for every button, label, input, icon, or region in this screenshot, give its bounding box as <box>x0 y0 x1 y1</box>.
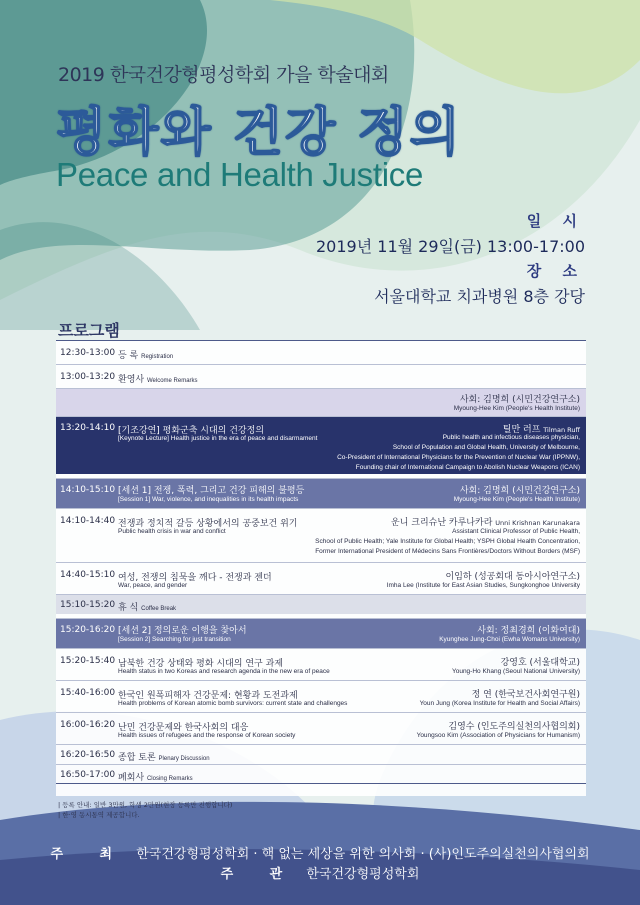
row-title-en: Health status in two Koreas and research agenda in the new era of peace <box>118 668 330 675</box>
speaker-name: 정 연 (한국보건사회연구원) <box>471 690 580 700</box>
talk-row <box>56 648 586 680</box>
schedule-row <box>56 340 586 364</box>
talk-row <box>56 508 586 562</box>
organizer-value: 한국건강형평성학회 <box>306 867 420 882</box>
date-value: 2019년 11월 29일(금) 13:00-17:00 <box>316 237 585 256</box>
moderator-name: 사회: 김명희 (시민건강연구소) <box>459 395 580 405</box>
row-title: 남북한 건강 상태와 평화 시대의 연구 과제 <box>118 659 283 669</box>
row-title: [세션 2] 정의로운 이행을 찾아서 <box>118 626 247 636</box>
talk-row <box>56 680 586 712</box>
speaker-name: 틸만 러프 Tilman Ruff <box>502 425 580 435</box>
row-time: 14:10-15:10 <box>60 485 116 495</box>
keynote-row <box>56 416 586 474</box>
row-title-en: Public health crisis in war and conflict <box>118 528 226 535</box>
row-title: 폐회사 Closing Remarks <box>118 773 193 783</box>
speaker-affiliation: Youn Jung (Korea Institute for Health and Social Affairs) <box>419 700 580 707</box>
row-title: 등 록 Registration <box>118 351 174 361</box>
row-title: [기조강연] 평화군축 시대의 건강정의 <box>118 426 265 436</box>
note-registration: | 등록 안내: 일반 3만원, 학생 2만원(현장 등록만 진행합니다) <box>58 801 233 809</box>
place-label: 장 소 <box>526 262 585 280</box>
schedule-row <box>56 364 586 388</box>
session-row <box>56 618 586 648</box>
organizer-label: 주 관 <box>220 867 299 882</box>
speaker-affiliation: Assistant Clinical Professor of Public Health, School of Public Health; Yale Institute for Global Health; YSPH Global Health Concentration, Former International President of Médecins Sans Frontières/Doctors Without Borders (MSF) <box>315 528 580 555</box>
row-title: 한국인 원폭피해자 건강문제: 현황과 도전과제 <box>118 691 298 701</box>
schedule-row <box>56 764 586 784</box>
speaker-affiliation: Imha Lee (Institute for East Asian Studies, Sungkonghoe University <box>386 582 580 589</box>
program-schedule <box>56 340 586 784</box>
talk-row <box>56 712 586 744</box>
moderator-row <box>56 388 586 416</box>
row-title-en: Health problems of Korean atomic bomb survivors: current state and challenges <box>118 700 348 707</box>
place-value: 서울대학교 치과병원 8층 강당 <box>374 287 585 306</box>
row-time: 15:20-15:40 <box>60 656 116 666</box>
row-time: 13:20-14:10 <box>60 423 116 433</box>
row-time: 15:20-16:20 <box>60 625 116 635</box>
speaker-name: 이임하 (성공회대 동아시아연구소) <box>445 572 580 582</box>
speaker-affiliation: Public health and infectious diseases physician, School of Population and Global Health, University of Melbourne, Co-President of International Physicians for the Prevention of Nuclear War (IPPNW), Founding chair of International Campaign to Abolish Nuclear Weapons (ICAN) <box>337 434 580 471</box>
row-title-en: Health issues of refugees and the response of Korean society <box>118 732 296 739</box>
host-line <box>0 843 640 862</box>
speaker-name: 강영호 (서울대학교) <box>500 658 580 668</box>
speaker-affiliation: Young-Ho Khang (Seoul National University) <box>451 668 580 675</box>
row-title: 환영사 Welcome Remarks <box>118 375 198 385</box>
row-title: 종합 토론 Plenary Discussion <box>118 753 210 763</box>
moderator-name: 사회: 김명희 (시민건강연구소) <box>459 486 580 496</box>
row-title: 휴 식 Coffee Break <box>118 603 177 613</box>
row-title-en: [Session 1] War, violence, and inequalities in its health impacts <box>118 496 299 503</box>
break-row <box>56 594 586 614</box>
row-title-en: [Keynote Lecture] Health justice in the era of peace and disarmament <box>118 435 318 442</box>
event-year-title: 2019 한국건강형평성학회 가을 학술대회 <box>58 64 389 86</box>
row-title: [세션 1] 전쟁, 폭력, 그리고 건강 피해의 불평등 <box>118 486 305 496</box>
date-label: 일 시 <box>526 212 585 230</box>
main-title-korean: 평화와 건강 정의 <box>56 103 462 163</box>
row-time: 16:20-16:50 <box>60 750 116 760</box>
row-title-en: War, peace, and gender <box>118 582 188 589</box>
row-time: 13:00-13:20 <box>60 372 116 382</box>
row-time: 14:10-14:40 <box>60 516 116 526</box>
host-label: 주 최 <box>50 847 129 862</box>
event-info <box>316 210 585 310</box>
row-time: 16:00-16:20 <box>60 720 116 730</box>
moderator-name-en: Kyunghee Jung-Choi (Ewha Womans University) <box>439 636 580 643</box>
moderator-name-en: Myoung-Hee Kim (People's Health Institute) <box>453 496 580 503</box>
row-time: 14:40-15:10 <box>60 570 116 580</box>
speaker-name: 김영수 (인도주의실천의사협의회) <box>448 722 580 732</box>
row-title: 난민 건강문제와 한국사회의 대응 <box>118 723 249 733</box>
main-title-english: Peace and Health Justice <box>56 156 424 193</box>
schedule-row <box>56 744 586 764</box>
speaker-affiliation: Youngsoo Kim (Association of Physicians for Humanism) <box>416 732 580 739</box>
row-time: 15:40-16:00 <box>60 688 116 698</box>
row-title: 전쟁과 정치적 갈등 상황에서의 공중보건 위기 <box>118 519 298 529</box>
row-title-en: [Session 2] Searching for just transition <box>118 636 231 643</box>
talk-row <box>56 562 586 594</box>
speaker-name: 운니 크리슈난 카루나카라 Unni Krishnan Karunakara <box>391 518 580 528</box>
note-interpretation: | 한·영 동시통역 제공합니다. <box>58 811 140 819</box>
host-value: 한국건강형평성학회 · 핵 없는 세상을 위한 의사회 · (사)인도주의실천의사협의회 <box>136 847 590 862</box>
row-time: 15:10-15:20 <box>60 600 116 610</box>
organizer-line <box>0 863 640 882</box>
session-row <box>56 478 586 508</box>
moderator-name-en: Myoung-Hee Kim (People's Health Institute) <box>453 405 580 412</box>
program-heading: 프로그램 <box>58 321 120 340</box>
row-time: 16:50-17:00 <box>60 770 116 780</box>
registration-notes <box>58 800 232 820</box>
moderator-name: 사회: 정최경희 (이화여대) <box>477 626 580 636</box>
row-time: 12:30-13:00 <box>60 348 116 358</box>
row-title: 여성, 전쟁의 침묵을 깨다 - 전쟁과 젠더 <box>118 573 272 583</box>
